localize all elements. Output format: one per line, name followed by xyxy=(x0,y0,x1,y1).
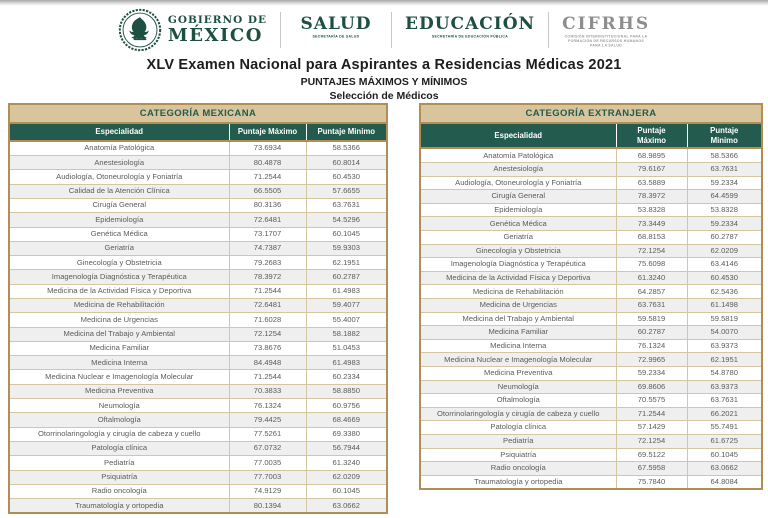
table-row xyxy=(420,176,762,190)
specialty-cell: Genética Médica xyxy=(420,217,616,231)
max-score-cell: 61.3240 xyxy=(616,271,687,285)
table-row xyxy=(9,341,387,355)
min-score-cell: 63.9373 xyxy=(687,339,762,353)
table-row xyxy=(420,421,762,435)
specialty-cell: Cirugía General xyxy=(9,198,229,212)
table-row xyxy=(9,484,387,498)
table-row xyxy=(420,380,762,394)
min-score-cell: 60.9756 xyxy=(306,399,387,413)
max-score-cell: 67.0732 xyxy=(229,441,306,455)
max-score-cell: 71.6028 xyxy=(229,313,306,327)
max-score-cell: 71.2544 xyxy=(229,170,306,184)
table-row xyxy=(9,227,387,241)
table-row xyxy=(9,256,387,270)
min-score-cell: 60.2334 xyxy=(306,370,387,384)
min-score-cell: 60.2787 xyxy=(306,270,387,284)
table-row xyxy=(420,203,762,217)
max-score-cell: 72.1254 xyxy=(616,434,687,448)
table-row xyxy=(9,456,387,470)
max-score-cell: 76.1324 xyxy=(229,399,306,413)
max-score-cell: 70.3833 xyxy=(229,384,306,398)
min-score-cell: 63.4146 xyxy=(687,258,762,272)
max-score-cell: 77.5261 xyxy=(229,427,306,441)
max-score-cell: 73.3449 xyxy=(616,217,687,231)
max-score-cell: 72.9965 xyxy=(616,353,687,367)
max-score-cell: 63.7631 xyxy=(616,299,687,313)
gobierno-eagle-seal-icon xyxy=(118,8,162,52)
specialty-cell: Medicina Familiar xyxy=(9,341,229,355)
max-score-cell: 57.1429 xyxy=(616,421,687,435)
cifrhs-wordmark: CIFRHS xyxy=(562,14,651,34)
specialty-cell: Otorrinolaringología y cirugía de cabeza y cuello xyxy=(420,407,616,421)
specialty-cell: Medicina de Urgencias xyxy=(9,313,229,327)
min-score-cell: 55.7491 xyxy=(687,421,762,435)
table-row xyxy=(420,353,762,367)
min-score-cell: 54.0070 xyxy=(687,326,762,340)
max-score-cell: 66.5505 xyxy=(229,184,306,198)
specialty-cell: Medicina del Trabajo y Ambiental xyxy=(9,327,229,341)
specialty-cell: Epidemiología xyxy=(420,203,616,217)
column-header-puntaje-maximo: Puntaje Máximo xyxy=(229,123,306,141)
table-row xyxy=(420,163,762,177)
min-score-cell: 61.1498 xyxy=(687,299,762,313)
table-row xyxy=(420,326,762,340)
brand-header xyxy=(0,7,768,53)
max-score-cell: 73.6934 xyxy=(229,141,306,156)
min-score-cell: 59.5819 xyxy=(687,312,762,326)
column-header-especialidad: Especialidad xyxy=(420,123,616,148)
specialty-cell: Calidad de la Atención Clínica xyxy=(9,184,229,198)
specialty-cell: Medicina de Rehabilitación xyxy=(420,285,616,299)
specialty-cell: Neumología xyxy=(420,380,616,394)
table-row xyxy=(420,339,762,353)
table-row xyxy=(9,170,387,184)
specialty-cell: Medicina de la Actividad Física y Deportiva xyxy=(420,271,616,285)
table-row xyxy=(420,231,762,245)
table-row xyxy=(420,285,762,299)
column-header-especialidad: Especialidad xyxy=(9,123,229,141)
specialty-cell: Medicina Preventiva xyxy=(420,366,616,380)
max-score-cell: 72.1254 xyxy=(229,327,306,341)
specialty-cell: Pediatría xyxy=(420,434,616,448)
table-row xyxy=(9,284,387,298)
table-row xyxy=(420,462,762,476)
specialty-cell: Medicina Interna xyxy=(420,339,616,353)
specialty-cell: Anestesiología xyxy=(9,156,229,170)
max-score-cell: 78.3972 xyxy=(229,270,306,284)
min-score-cell: 59.2334 xyxy=(687,176,762,190)
min-score-cell: 61.6725 xyxy=(687,434,762,448)
table-row xyxy=(420,299,762,313)
min-score-cell: 60.1045 xyxy=(306,484,387,498)
specialty-cell: Radio oncología xyxy=(9,484,229,498)
max-score-cell: 69.5122 xyxy=(616,448,687,462)
specialty-cell: Patología clínica xyxy=(9,441,229,455)
table-row xyxy=(9,413,387,427)
table-row xyxy=(9,184,387,198)
table-title-mexicana: CATEGORÍA MEXICANA xyxy=(9,104,387,123)
table-title-extranjera: CATEGORÍA EXTRANJERA xyxy=(420,104,762,123)
max-score-cell: 53.8328 xyxy=(616,203,687,217)
educacion-wordmark: EDUCACIÓN xyxy=(405,14,536,34)
gobierno-logo xyxy=(118,8,267,52)
specialty-cell: Ginecología y Obstetricia xyxy=(420,244,616,258)
specialty-cell: Radio oncología xyxy=(420,462,616,476)
table-row xyxy=(9,327,387,341)
min-score-cell: 60.4530 xyxy=(306,170,387,184)
table-row xyxy=(9,198,387,212)
max-score-cell: 73.8676 xyxy=(229,341,306,355)
min-score-cell: 61.3240 xyxy=(306,456,387,470)
min-score-cell: 64.4599 xyxy=(687,190,762,204)
min-score-cell: 63.9373 xyxy=(687,380,762,394)
table-row xyxy=(9,441,387,455)
table-row xyxy=(9,313,387,327)
specialty-cell: Neumología xyxy=(9,399,229,413)
gobierno-wordmark xyxy=(168,15,267,45)
min-score-cell: 60.8014 xyxy=(306,156,387,170)
column-header-puntaje-minimo: Puntaje Minimo xyxy=(306,123,387,141)
document-titles xyxy=(0,57,768,102)
document-subtitle-seleccion: Selección de Médicos xyxy=(329,90,439,102)
min-score-cell: 62.1951 xyxy=(306,256,387,270)
min-score-cell: 62.5436 xyxy=(687,285,762,299)
min-score-cell: 66.2021 xyxy=(687,407,762,421)
column-header-puntaje-maximo: Puntaje Máximo xyxy=(616,123,687,148)
specialty-cell: Ginecología y Obstetricia xyxy=(9,256,229,270)
max-score-cell: 67.5958 xyxy=(616,462,687,476)
table-row xyxy=(9,156,387,170)
specialty-cell: Oftalmología xyxy=(420,394,616,408)
min-score-cell: 59.4077 xyxy=(306,299,387,313)
min-score-cell: 54.8780 xyxy=(687,366,762,380)
salud-logo xyxy=(294,16,378,44)
table-categoria-mexicana xyxy=(8,103,388,514)
min-score-cell: 51.0453 xyxy=(306,341,387,355)
min-score-cell: 61.4983 xyxy=(306,356,387,370)
table-row xyxy=(9,470,387,484)
min-score-cell: 69.3380 xyxy=(306,427,387,441)
max-score-cell: 68.8153 xyxy=(616,231,687,245)
max-score-cell: 75.6098 xyxy=(616,258,687,272)
min-score-cell: 53.8328 xyxy=(687,203,762,217)
min-score-cell: 60.4530 xyxy=(687,271,762,285)
max-score-cell: 84.4948 xyxy=(229,356,306,370)
specialty-cell: Cirugía General xyxy=(420,190,616,204)
logo-divider xyxy=(280,12,281,48)
min-score-cell: 63.7631 xyxy=(687,163,762,177)
specialty-cell: Otorrinolaringología y cirugía de cabeza y cuello xyxy=(9,427,229,441)
min-score-cell: 63.7631 xyxy=(306,198,387,212)
min-score-cell: 60.1045 xyxy=(306,227,387,241)
specialty-cell: Medicina Preventiva xyxy=(9,384,229,398)
max-score-cell: 79.6167 xyxy=(616,163,687,177)
logo-divider xyxy=(391,12,392,48)
min-score-cell: 62.0209 xyxy=(306,470,387,484)
specialty-cell: Imagenología Diagnóstica y Terapéutica xyxy=(420,258,616,272)
max-score-cell: 74.9129 xyxy=(229,484,306,498)
salud-wordmark: SALUD xyxy=(300,14,372,34)
max-score-cell: 75.7840 xyxy=(616,475,687,489)
table-row xyxy=(420,271,762,285)
table-row xyxy=(9,384,387,398)
max-score-cell: 64.2857 xyxy=(616,285,687,299)
max-score-cell: 76.1324 xyxy=(616,339,687,353)
max-score-cell: 63.5889 xyxy=(616,176,687,190)
column-header-puntaje-minimo: Puntaje Minimo xyxy=(687,123,762,148)
specialty-cell: Imagenología Diagnóstica y Terapéutica xyxy=(9,270,229,284)
specialty-cell: Anatomía Patológica xyxy=(420,148,616,162)
table-row xyxy=(420,434,762,448)
specialty-cell: Medicina Interna xyxy=(9,356,229,370)
specialty-cell: Audiología, Otoneurología y Foniatría xyxy=(420,176,616,190)
min-score-cell: 60.2787 xyxy=(687,231,762,245)
specialty-cell: Anatomía Patológica xyxy=(9,141,229,156)
logo-divider xyxy=(548,12,549,48)
specialty-cell: Medicina Nuclear e Imagenología Molecular xyxy=(9,370,229,384)
max-score-cell: 59.2334 xyxy=(616,366,687,380)
specialty-cell: Patología clínica xyxy=(420,421,616,435)
specialty-cell: Psiquiatría xyxy=(9,470,229,484)
min-score-cell: 59.9303 xyxy=(306,241,387,255)
max-score-cell: 77.0035 xyxy=(229,456,306,470)
specialty-cell: Pediatría xyxy=(9,456,229,470)
table-row xyxy=(9,241,387,255)
min-score-cell: 57.6655 xyxy=(306,184,387,198)
max-score-cell: 71.2544 xyxy=(229,370,306,384)
max-score-cell: 73.1707 xyxy=(229,227,306,241)
table-row xyxy=(9,499,387,514)
specialty-cell: Medicina Nuclear e Imagenología Molecular xyxy=(420,353,616,367)
table-row xyxy=(9,141,387,156)
salud-subtitle: SECRETARÍA DE SALUD xyxy=(312,35,360,39)
specialty-cell: Anestesiología xyxy=(420,163,616,177)
table-row xyxy=(9,299,387,313)
specialty-cell: Audiología, Otoneurología y Foniatría xyxy=(9,170,229,184)
max-score-cell: 69.8606 xyxy=(616,380,687,394)
min-score-cell: 55.4007 xyxy=(306,313,387,327)
max-score-cell: 80.3136 xyxy=(229,198,306,212)
table-row xyxy=(9,370,387,384)
table-row xyxy=(420,258,762,272)
specialty-cell: Traumatología y ortopedia xyxy=(420,475,616,489)
educacion-logo xyxy=(405,16,535,44)
min-score-cell: 63.0662 xyxy=(306,499,387,514)
min-score-cell: 60.1045 xyxy=(687,448,762,462)
max-score-cell: 59.5819 xyxy=(616,312,687,326)
table-row xyxy=(9,270,387,284)
max-score-cell: 74.7387 xyxy=(229,241,306,255)
table-row xyxy=(420,407,762,421)
specialty-cell: Medicina de Urgencias xyxy=(420,299,616,313)
min-score-cell: 58.8850 xyxy=(306,384,387,398)
specialty-cell: Geriatría xyxy=(9,241,229,255)
max-score-cell: 72.1254 xyxy=(616,244,687,258)
cifrhs-subtitle: COMISIÓN INTERINSTITUCIONAL PARA LA FORMACIÓN DE RECURSOS HUMANOS PARA LA SALUD xyxy=(564,35,648,48)
max-score-cell: 78.3972 xyxy=(616,190,687,204)
min-score-cell: 58.5366 xyxy=(306,141,387,156)
table-row xyxy=(420,394,762,408)
table-row xyxy=(9,356,387,370)
table-row xyxy=(420,366,762,380)
min-score-cell: 58.5366 xyxy=(687,148,762,162)
max-score-cell: 72.6481 xyxy=(229,299,306,313)
max-score-cell: 80.4878 xyxy=(229,156,306,170)
specialty-cell: Medicina de la Actividad Física y Deportiva xyxy=(9,284,229,298)
table-row xyxy=(420,244,762,258)
max-score-cell: 80.1394 xyxy=(229,499,306,514)
gobierno-wordmark-line1: GOBIERNO DE xyxy=(167,14,268,27)
specialty-cell: Psiquiatría xyxy=(420,448,616,462)
document-subtitle-puntajes: PUNTAJES MÁXIMOS Y MÍNIMOS xyxy=(300,76,468,88)
specialty-cell: Medicina Familiar xyxy=(420,326,616,340)
specialty-cell: Geriatría xyxy=(420,231,616,245)
max-score-cell: 71.2544 xyxy=(616,407,687,421)
table-row xyxy=(9,213,387,227)
min-score-cell: 54.5296 xyxy=(306,213,387,227)
document-title: XLV Examen Nacional para Aspirantes a Residencias Médicas 2021 xyxy=(146,57,622,73)
table-row xyxy=(9,427,387,441)
specialty-cell: Medicina de Rehabilitación xyxy=(9,299,229,313)
max-score-cell: 60.2787 xyxy=(616,326,687,340)
educacion-subtitle: SECRETARÍA DE EDUCACIÓN PÚBLICA xyxy=(431,35,509,39)
max-score-cell: 72.6481 xyxy=(229,213,306,227)
min-score-cell: 61.4983 xyxy=(306,284,387,298)
table-row xyxy=(420,312,762,326)
table-row xyxy=(420,475,762,489)
min-score-cell: 64.8084 xyxy=(687,475,762,489)
gobierno-wordmark-line2: MÉXICO xyxy=(167,24,263,46)
specialty-cell: Genética Médica xyxy=(9,227,229,241)
min-score-cell: 63.0662 xyxy=(687,462,762,476)
max-score-cell: 68.9895 xyxy=(616,148,687,162)
max-score-cell: 70.5575 xyxy=(616,394,687,408)
max-score-cell: 71.2544 xyxy=(229,284,306,298)
top-border-strip xyxy=(0,0,768,6)
min-score-cell: 58.1882 xyxy=(306,327,387,341)
specialty-cell: Traumatología y ortopedia xyxy=(9,499,229,514)
min-score-cell: 62.0209 xyxy=(687,244,762,258)
table-row xyxy=(420,217,762,231)
specialty-cell: Epidemiología xyxy=(9,213,229,227)
specialty-cell: Medicina del Trabajo y Ambiental xyxy=(420,312,616,326)
max-score-cell: 79.2683 xyxy=(229,256,306,270)
max-score-cell: 79.4425 xyxy=(229,413,306,427)
specialty-cell: Oftalmología xyxy=(9,413,229,427)
table-row xyxy=(9,399,387,413)
min-score-cell: 59.2334 xyxy=(687,217,762,231)
cifrhs-logo xyxy=(562,14,651,48)
min-score-cell: 68.4669 xyxy=(306,413,387,427)
min-score-cell: 63.7631 xyxy=(687,394,762,408)
table-row xyxy=(420,190,762,204)
max-score-cell: 77.7003 xyxy=(229,470,306,484)
min-score-cell: 56.7944 xyxy=(306,441,387,455)
min-score-cell: 62.1951 xyxy=(687,353,762,367)
table-row xyxy=(420,448,762,462)
table-row xyxy=(420,148,762,162)
table-categoria-extranjera xyxy=(419,103,763,490)
